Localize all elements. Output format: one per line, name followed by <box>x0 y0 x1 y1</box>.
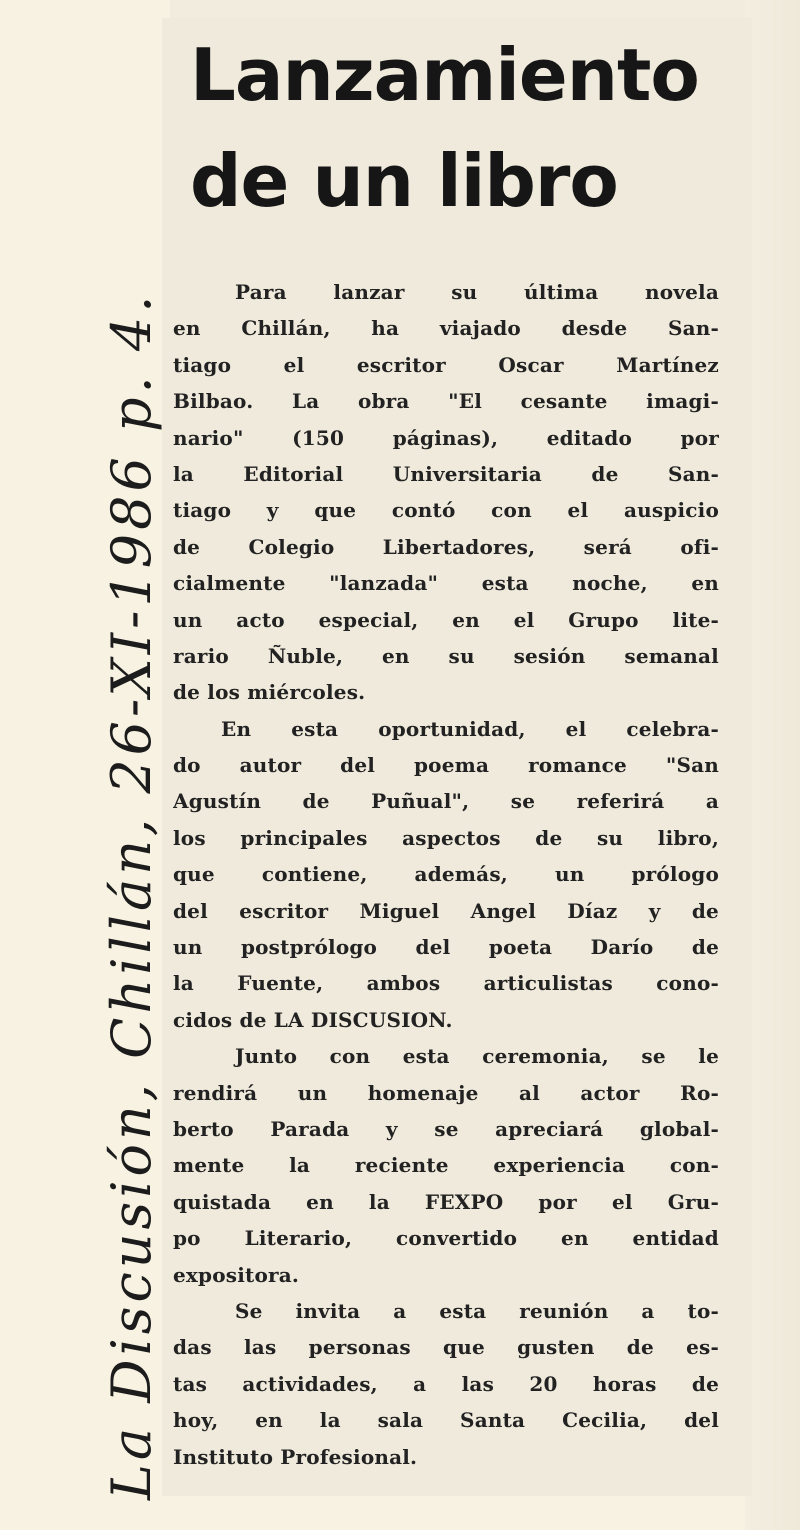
article-line: de los miércoles. <box>173 680 366 705</box>
article-line: Agustín de Puñual", se referirá a <box>173 789 719 814</box>
article-line: rendirá un homenaje al actor Ro- <box>173 1080 719 1105</box>
article-headline <box>190 22 750 234</box>
article-line: po Literario, convertido en entidad <box>173 1226 719 1251</box>
article-line: hoy, en la sala Santa Cecilia, del <box>173 1408 719 1433</box>
article-line: cidos de LA DISCUSION. <box>173 1007 453 1032</box>
article-line: un postprólogo del poeta Darío de <box>173 935 719 960</box>
article-line: Para lanzar su última novela <box>235 280 719 304</box>
article-line: Instituto Profesional. <box>173 1444 418 1469</box>
article-line: nario" (150 páginas), editado por <box>173 425 719 450</box>
article-line: Junto con esta ceremonia, se le <box>235 1044 719 1069</box>
article-line: rario Ñuble, en su sesión semanal <box>173 643 719 668</box>
article-line: das las personas que gusten de es- <box>173 1335 719 1360</box>
article-line: la Fuente, ambos articulistas cono- <box>173 971 719 996</box>
article-line: expositora. <box>173 1262 300 1287</box>
article-line: tiago el escritor Oscar Martínez <box>173 352 719 377</box>
back-page-bleed-right <box>745 0 800 1530</box>
article-body <box>173 274 719 1475</box>
article-line: la Editorial Universitaria de San- <box>173 461 719 486</box>
article-line: quistada en la FEXPO por el Gru- <box>173 1189 719 1214</box>
handwritten-source-annotation: La Discusión, Chillán, 26-XI-1986 p. 4. <box>100 291 163 1500</box>
article-line: un acto especial, en el Grupo lite- <box>173 607 719 632</box>
article-line: berto Parada y se apreciará global- <box>173 1116 719 1141</box>
article-line: do autor del poema romance "San <box>173 753 719 778</box>
article-line: cialmente "lanzada" esta noche, en <box>173 571 719 596</box>
article-line: Bilbao. La obra "El cesante imagi- <box>173 389 719 414</box>
article-line: mente la reciente experiencia con- <box>173 1153 719 1178</box>
article-line: tas actividades, a las 20 horas de <box>173 1371 719 1396</box>
article-line: En esta oportunidad, el celebra- <box>221 716 719 741</box>
article-line: de Colegio Libertadores, será ofi- <box>173 534 719 559</box>
headline-line-2: de un libro <box>190 139 618 223</box>
article-line: del escritor Miguel Angel Díaz y de <box>173 898 719 923</box>
article-line: Se invita a esta reunión a to- <box>235 1298 719 1323</box>
article-line: en Chillán, ha viajado desde San- <box>173 316 719 341</box>
article-line: que contiene, además, un prólogo <box>173 862 719 887</box>
headline-line-1: Lanzamiento <box>190 33 699 117</box>
article-line: tiago y que contó con el auspicio <box>173 498 719 523</box>
article-line: los principales aspectos de su libro, <box>173 825 719 850</box>
